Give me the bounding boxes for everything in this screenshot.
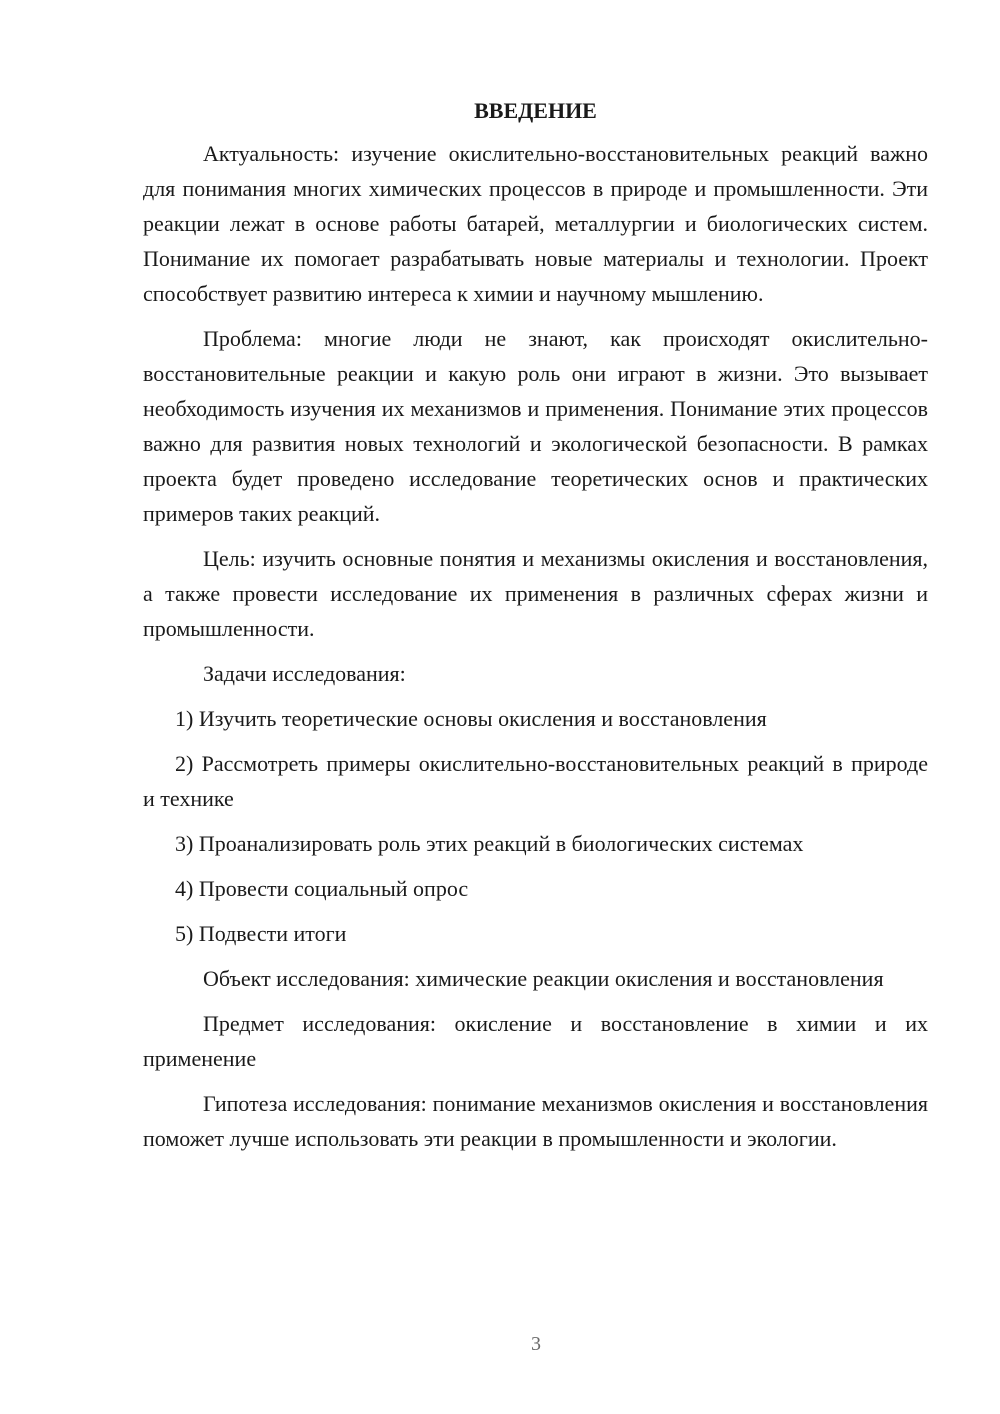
task-item: 1) Изучить теоретические основы окисления и восстановления xyxy=(175,706,767,731)
paragraph-relevance: Актуальность: изучение окислительно-восстановительных реакций важно для понимания многих химических процессов в природе и промышленности. Эти реакции лежат в основе работы батарей, металлургии и биологических систем. Понимание их помогает разрабатывать новые материалы и технологии. Проект способствует развитию интереса к химии и научному мышлению. xyxy=(143,141,928,306)
page-number: 3 xyxy=(531,1333,541,1355)
paragraph-tasks-heading: Задачи исследования: xyxy=(203,661,406,686)
document-page xyxy=(143,96,928,1166)
paragraph-hypothesis: Гипотеза исследования: понимание механизмов окисления и восстановления поможет лучше использовать эти реакции в промышленности и экологии. xyxy=(143,1091,928,1151)
paragraph-goal: Цель: изучить основные понятия и механизмы окисления и восстановления, а также провести исследование их применения в различных сферах жизни и промышленности. xyxy=(143,546,928,641)
page-title: ВВЕДЕНИЕ xyxy=(474,98,597,123)
paragraph-subject: Предмет исследования: окисление и восстановление в химии и их применение xyxy=(143,1011,928,1071)
paragraph-problem: Проблема: многие люди не знают, как происходят окислительно-восстановительные реакции и какую роль они играют в жизни. Это вызывает необходимость изучения их механизмов и применения. Понимание этих процессов важно для развития новых технологий и экологической безопасности. В рамках проекта будет проведено исследование теоретических основ и практических примеров таких реакций. xyxy=(143,326,928,526)
paragraph-object: Объект исследования: химические реакции окисления и восстановления xyxy=(203,966,884,991)
task-item: 4) Провести социальный опрос xyxy=(175,876,469,901)
task-item: 3) Проанализировать роль этих реакций в биологических системах xyxy=(175,831,804,856)
task-item: 5) Подвести итоги xyxy=(175,921,347,946)
task-item: 2) Рассмотреть примеры окислительно-восстановительных реакций в природе и технике xyxy=(143,751,928,811)
